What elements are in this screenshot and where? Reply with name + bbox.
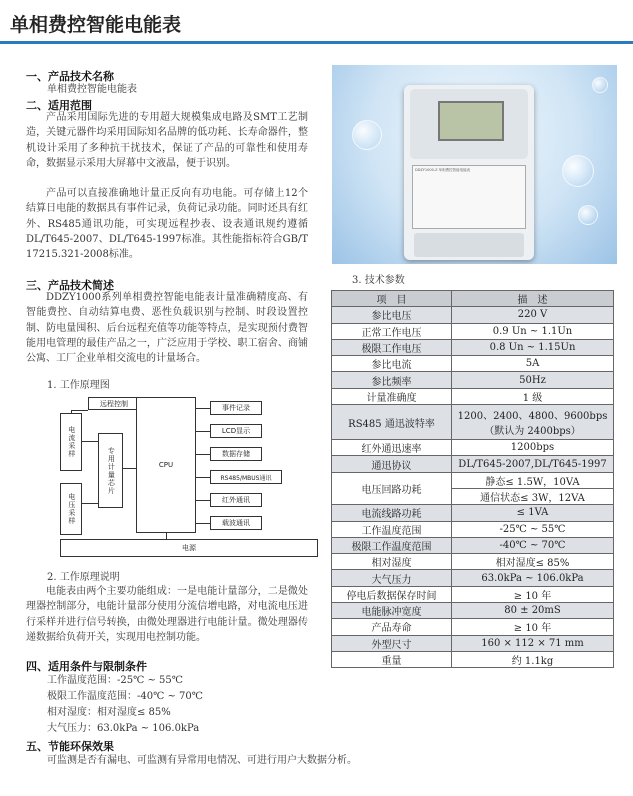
table-row: 通迅协议 DL/T645-2007,DL/T645-1997 [332,456,614,472]
table-row: 重量 约 1.1kg [332,651,614,667]
product-photo [332,65,617,264]
section-2-heading: 二、适用范围 [26,99,92,112]
table-row: 计量准确度 1 级 [332,388,614,404]
table-row: 产品寿命 ≥ 10 年 [332,619,614,635]
voltage-sampling-box: 电压采样 [60,483,82,535]
table-row: 电能脉冲宽度 80 ± 20mS [332,603,614,619]
principle-caption: 2. 工作原理说明 [47,572,120,583]
section-2-paragraph-2: 产品可以直接准确地计量正反向有功电能。可存储上12个结算日电能的数据具有事件记录，负荷记录功能。同时还具有红外、RS485通讯功能，可实现远程抄表、设表通讯规约遵循DL/T645-2007、DL/T645-1997标准。其性能指标符合GB/T 17215.321-2008标准。 [26,188,308,261]
page-title: 单相费控智能电能表 [10,14,182,36]
infrared-comm-box: 红外通讯 [210,493,262,507]
table-row: 参比电压 220 V [332,307,614,323]
diagram-caption: 1. 工作原理图 [47,380,110,391]
event-log-box: 事件记录 [210,401,262,415]
condition-line-1: 工作温度范围：-25℃ ~ 55℃ [47,675,183,686]
condition-line-4: 大气压力：63.0kPa ~ 106.0kPa [47,723,200,734]
lcd-display-box: LCD显示 [210,424,262,438]
title-rule [0,41,633,44]
table-header-desc: 描 述 [452,291,614,307]
table-row: 电流线路功耗 ≤ 1VA [332,505,614,521]
table-row: 参比电流 5A [332,356,614,372]
table-row: RS485 通迅波特率 1200、2400、4800、9600bps（默认为 2400bps） [332,405,614,440]
carrier-comm-box: 载波通讯 [210,516,262,530]
table-caption: 3. 技术参数 [352,275,405,286]
section-1-heading: 一、产品技术名称 [26,70,114,83]
table-row: 通信状态≤ 3W，12VA [332,488,614,504]
table-row: 参比频率 50Hz [332,372,614,388]
rs485-mbus-box: RS485/MBUS通讯 [210,470,282,484]
section-3-paragraph: DDZY1000系列单相费控智能电能表计量准确精度高、有智能费控、自动结算电费、恶性负载识别与控制、时段设置控制、防电量囤积、后台远程充值等功能等特点，是实现预付费智能用电管理的最佳产品之一，广泛应用于学校、职工宿舍、商铺公寓、工厂企业单相交流电的计量场合。 [26,292,308,365]
section-4-heading: 四、适用条件与限制条件 [26,660,147,673]
table-row: 正常工作电压 0.9 Un ~ 1.1Un [332,323,614,339]
spec-table [331,290,614,668]
table-header-row [332,291,614,307]
table-row: 红外通迅速率 1200bps [332,440,614,456]
section-5-text: 可监测是否有漏电、可监测有异常用电情况、可进行用户大数据分析。 [47,755,357,766]
power-supply-box: 电源 [60,539,318,557]
lcd-screen [438,101,504,141]
remote-control-box: 远程控制 [88,397,140,410]
section-5-heading: 五、节能环保效果 [26,740,114,753]
working-principle-diagram [60,393,320,565]
table-header-item: 项 目 [332,291,452,307]
table-row: 极限工作温度范围 -40℃ ~ 70℃ [332,537,614,553]
table-row: 大气压力 63.0kPa ~ 106.0kPa [332,570,614,586]
table-row: 停电后数据保存时间 ≥ 10 年 [332,586,614,602]
condition-line-2: 极限工作温度范围：-40℃ ~ 70℃ [47,691,203,702]
condition-line-3: 相对湿度：相对湿度≤ 85% [47,707,171,718]
meter-image [404,85,534,260]
table-row: 相对湿度 相对湿度≤ 85% [332,554,614,570]
principle-text: 电能表由两个主要功能组成：一是电能计量部分，二是微处理器控制部分，电能计量部分使用分流信增电路，对电流电压进行采样并进行信号转换，由微处理器进行电能计量。微处理器传递数据给负荷开关，实现用电控制功能。 [26,586,308,643]
data-storage-box: 数据存储 [210,447,262,461]
current-sampling-box: 电流采样 [60,413,82,471]
meter-nameplate: DDZY1000-Z 单相费控智能电能表 [412,165,526,229]
table-row: 工作温度范围 -25℃ ~ 55℃ [332,521,614,537]
section-2-paragraph-1: 产品采用国际先进的专用超大规模集成电路及SMT工艺制造，关键元器件均采用国际知名品牌的低功耗、长寿命器件，整机设计采用了多种抗干扰技术，保证了产品的可靠性和使用寿命，数据显示采用大屏幕中文液晶，便于识别。 [26,112,308,169]
table-row: 极限工作电压 0.8 Un ~ 1.15Un [332,339,614,355]
cpu-box: CPU [136,397,196,533]
section-3-heading: 三、产品技术简述 [26,279,114,292]
metering-chip-box: 专用计量芯片 [98,433,123,508]
table-row: 外型尺寸 160 × 112 × 71 mm [332,635,614,651]
table-row: 电压回路功耗 静态≤ 1.5W，10VA [332,472,614,488]
section-1-text: 单相费控智能电能表 [47,84,137,95]
